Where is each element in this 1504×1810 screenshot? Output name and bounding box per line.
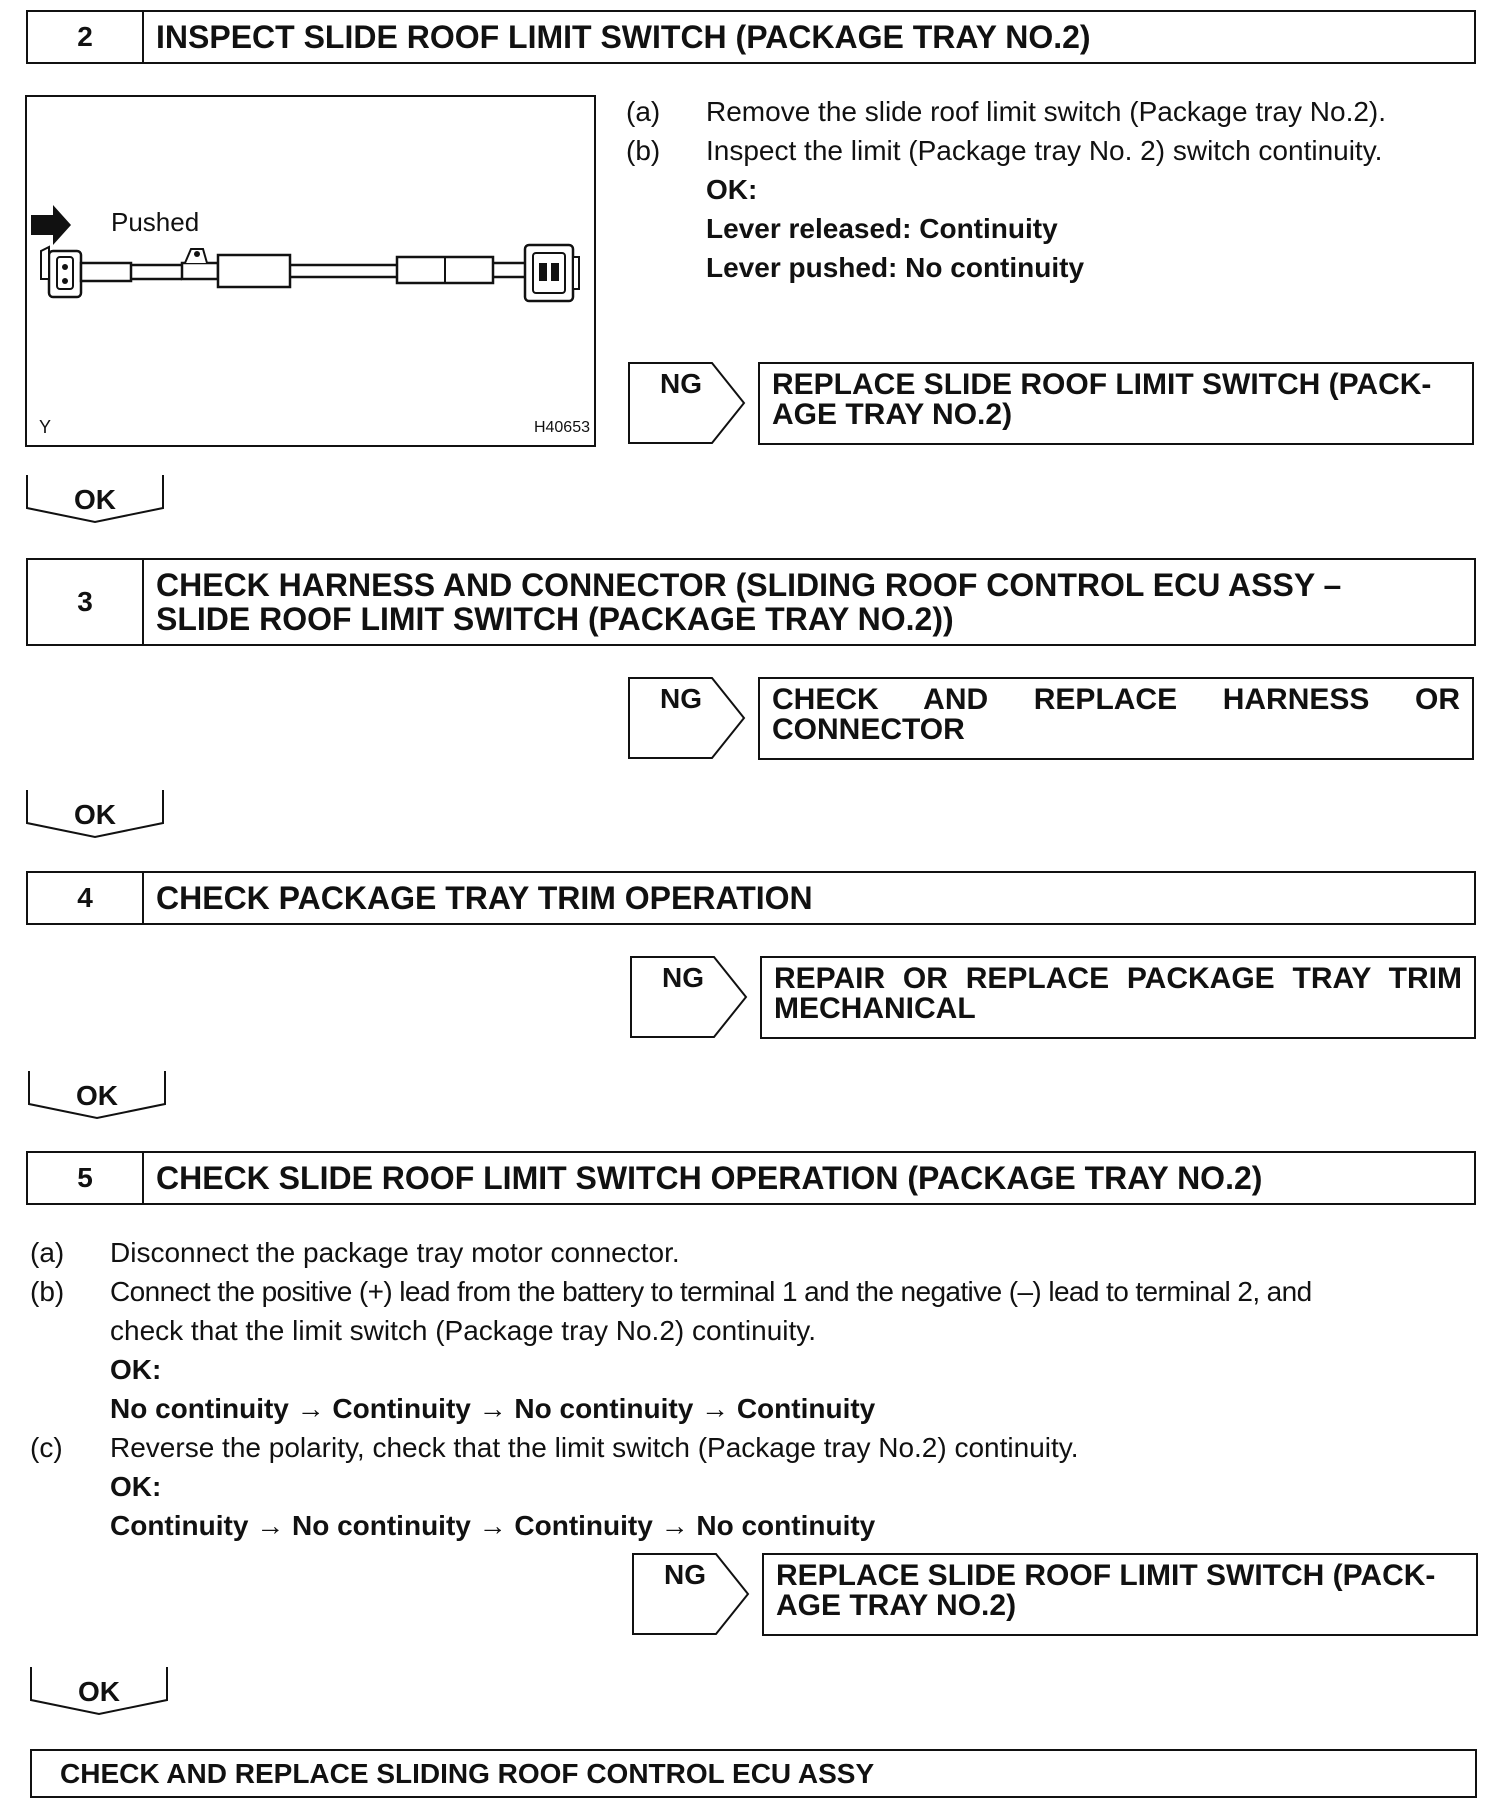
item-a-text: Remove the slide roof limit switch (Package tray No.2).: [706, 96, 1387, 127]
ok-label: OK: [76, 1080, 118, 1111]
step-5-header: [26, 1151, 1476, 1205]
step-2-title: INSPECT SLIDE ROOF LIMIT SWITCH (PACKAGE TRAY NO.2): [156, 19, 1091, 55]
step-3-title-line-1: CHECK HARNESS AND CONNECTOR (SLIDING ROOF CONTROL ECU ASSY –: [156, 567, 1342, 603]
final-action-text: CHECK AND REPLACE SLIDING ROOF CONTROL ECU ASSY: [60, 1757, 875, 1789]
ok-label: OK: [78, 1676, 120, 1707]
step-5-ng-result: [762, 1553, 1478, 1636]
step-3-header: [26, 558, 1476, 646]
figure-corner-mark: Y: [39, 417, 52, 437]
ng-result-line-1: REPLACE SLIDE ROOF LIMIT SWITCH (PACK-: [776, 1559, 1436, 1592]
step-2-ng-result: [758, 362, 1474, 445]
step-5-title: CHECK SLIDE ROOF LIMIT SWITCH OPERATION (PACKAGE TRAY NO.2): [156, 1160, 1263, 1196]
limit-switch-illustration: [27, 97, 594, 445]
ng-result-line-1: REPAIR OR REPLACE PACKAGE TRAY TRIM: [774, 962, 1462, 995]
pushed-label: Pushed: [111, 207, 200, 237]
ng-label: NG: [660, 368, 702, 399]
item-b-label: (b): [626, 135, 661, 166]
item-a-label: (a): [30, 1237, 65, 1268]
step-3-ng-branch: [628, 677, 746, 759]
step-3-ok-branch: [26, 789, 164, 839]
ok-criteria-released: Lever released: Continuity: [706, 213, 1058, 244]
ng-result-line-2: CONNECTOR: [772, 713, 965, 746]
ng-result-line-2: AGE TRAY NO.2): [772, 398, 1013, 431]
step-4-header: [26, 871, 1476, 925]
step-2-ok-branch: [26, 474, 164, 524]
step-3-title-line-2: SLIDE ROOF LIMIT SWITCH (PACKAGE TRAY NO.2)): [156, 601, 954, 637]
item-b-line-1: Connect the positive (+) lead from the battery to terminal 1 and the negative (–) lead to terminal 2, and: [110, 1276, 1312, 1307]
figure-code: H40653: [533, 419, 590, 436]
step-2-ng-branch: [628, 362, 746, 444]
step-4-number: 4: [28, 873, 144, 923]
step-5-instructions: [30, 1233, 1480, 1553]
ng-result-line-2: AGE TRAY NO.2): [776, 1589, 1017, 1622]
step-2-header: [26, 10, 1476, 64]
item-b-text: Inspect the limit (Package tray No. 2) switch continuity.: [706, 135, 1383, 166]
step-3-title: [156, 560, 1464, 644]
ng-label: NG: [664, 1559, 706, 1590]
item-c-text: Reverse the polarity, check that the limit switch (Package tray No.2) continuity.: [110, 1432, 1079, 1463]
step-4-ng-result: [760, 956, 1476, 1039]
ok-sequence-b: No continuity → Continuity → No continuity → Continuity: [110, 1393, 876, 1424]
step-4-ok-branch: [28, 1070, 166, 1120]
step-3-ng-result: [758, 677, 1474, 760]
item-b-label: (b): [30, 1276, 65, 1307]
ng-result-line-2: MECHANICAL: [774, 992, 976, 1025]
ng-label: NG: [660, 683, 702, 714]
item-b-line-2: check that the limit switch (Package tray No.2) continuity.: [110, 1315, 816, 1346]
ok-criteria-label: OK:: [706, 174, 758, 205]
ok-criteria-label-b: OK:: [110, 1354, 162, 1385]
ng-result-line-1: REPLACE SLIDE ROOF LIMIT SWITCH (PACK-: [772, 368, 1432, 401]
step-2-number: 2: [28, 12, 144, 62]
step-2-instructions: [626, 92, 1476, 292]
step-3-number: 3: [28, 560, 144, 644]
ok-criteria-label-c: OK:: [110, 1471, 162, 1502]
step-4-title: CHECK PACKAGE TRAY TRIM OPERATION: [156, 880, 813, 916]
ok-sequence-c: Continuity → No continuity → Continuity → No continuity: [110, 1510, 876, 1541]
switch-figure: [25, 95, 596, 447]
ok-label: OK: [74, 799, 116, 830]
ng-result-line-1: CHECK AND REPLACE HARNESS OR: [772, 683, 1460, 716]
ok-label: OK: [74, 484, 116, 515]
step-4-ng-branch: [630, 956, 748, 1038]
step-5-ng-branch: [632, 1553, 750, 1635]
final-action-box: [30, 1749, 1477, 1798]
ng-label: NG: [662, 962, 704, 993]
item-a-label: (a): [626, 96, 661, 127]
ok-criteria-pushed: Lever pushed: No continuity: [706, 252, 1085, 283]
step-5-number: 5: [28, 1153, 144, 1203]
item-c-label: (c): [30, 1432, 63, 1463]
item-a-text: Disconnect the package tray motor connector.: [110, 1237, 680, 1268]
step-5-ok-branch: [30, 1666, 168, 1716]
